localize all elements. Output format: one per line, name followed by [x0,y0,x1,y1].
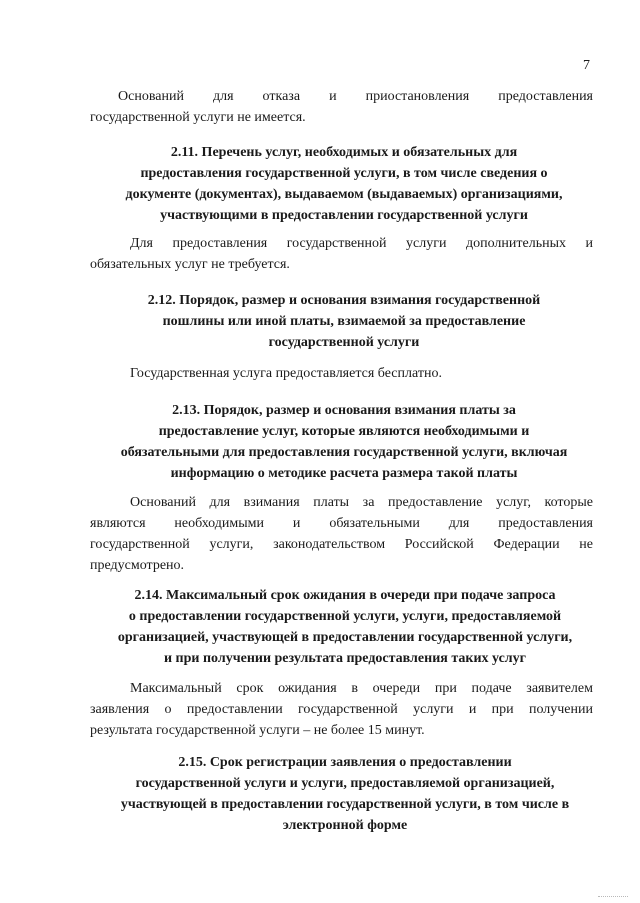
heading-line: обязательными для предоставления государственной услуги, включая [120,445,568,460]
heading-line: организацией, участвующей в предоставлении государственной услуги, [117,630,573,645]
paragraph-line: Максимальный срок ожидания в очереди при подаче заявителем [130,681,593,696]
heading-2-13 [96,400,592,484]
heading-line: о предоставлении государственной услуги, услуги, предоставляемой [128,609,562,624]
heading-line: участвующими в предоставлении государственной услуги [160,208,528,223]
heading-line: 2.15. Срок регистрации заявления о предоставлении [178,755,512,770]
scan-artifact [598,896,628,899]
heading-line: пошлины или иной платы, взимаемой за предоставление [162,314,526,329]
paragraph-max-wait-time [90,678,593,741]
heading-line: 2.14. Максимальный срок ожидания в очереди при подаче запроса [134,588,556,603]
paragraph-line: Оснований для отказа и приостановления предоставления [118,89,593,104]
heading-line: предоставление услуг, которые являются необходимыми и [158,424,530,439]
heading-line: 2.12. Порядок, размер и основания взимания государственной [147,293,541,308]
paragraph-line: заявления о предоставлении государственной услуги и при получении [90,702,593,717]
paragraph-no-additional-services [90,233,593,275]
heading-line: государственной услуги [268,335,420,350]
heading-line: 2.11. Перечень услуг, необходимых и обязательных для [170,145,518,160]
paragraph-line: Для предоставления государственной услуги дополнительных и [130,236,593,251]
paragraph-no-payment-grounds [90,492,593,576]
paragraph-line: Государственная услуга предоставляется бесплатно. [130,366,442,381]
heading-line: документе (документах), выдаваемом (выдаваемых) организациями, [125,187,563,202]
paragraph-line: государственной услуги, законодательством Российской Федерации не [90,537,593,552]
heading-line: участвующей в предоставлении государственной услуги, в том числе в [120,797,570,812]
paragraph-no-refusal-grounds [90,86,593,128]
paragraph-line: предусмотрено. [90,558,185,573]
heading-line: государственной услуги и услуги, предоставляемой организацией, [135,776,555,791]
heading-line: электронной форме [282,818,408,833]
paragraph-line: обязательных услуг не требуется. [90,257,290,272]
paragraph-free-of-charge [90,363,593,384]
heading-2-11 [104,142,584,226]
heading-2-15 [98,752,592,836]
heading-line: информацию о методике расчета размера такой платы [170,466,518,481]
heading-line: предоставления государственной услуги, в том числе сведения о [140,166,548,181]
page-number: 7 [583,58,590,73]
paragraph-line: государственной услуги не имеется. [90,110,306,125]
heading-2-12 [124,290,564,353]
heading-2-14 [98,585,592,669]
paragraph-line: являются необходимыми и обязательными для предоставления [90,516,593,531]
heading-line: 2.13. Порядок, размер и основания взимания платы за [172,403,516,418]
heading-line: и при получении результата предоставления таких услуг [163,651,527,666]
paragraph-line: Оснований для взимания платы за предоставление услуг, которые [130,495,593,510]
paragraph-line: результата государственной услуги – не более 15 минут. [90,723,425,738]
